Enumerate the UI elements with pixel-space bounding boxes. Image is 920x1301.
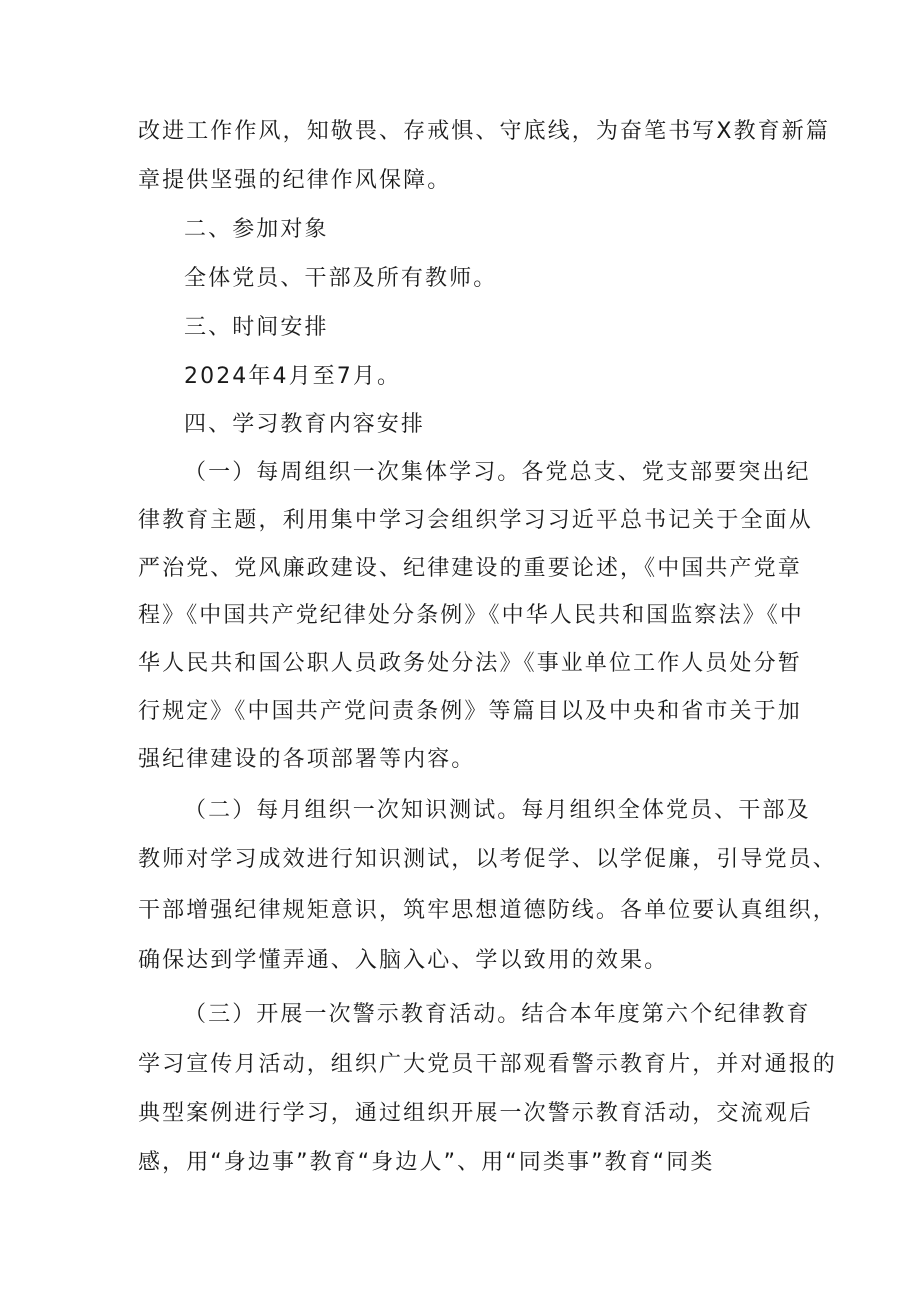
section-heading: 四、学习教育内容安排 [184,412,426,437]
paragraph-line: （三）开展一次警示教育活动。结合本年度第六个纪律教育 [184,1002,811,1027]
paragraph-line: 行规定》《中国共产党问责条例》等篇目以及中央和省市关于加 [138,699,802,724]
paragraph-line: 感，用“身边事”教育“身边人”、用“同类事”教育“同类 [138,1150,715,1175]
paragraph-line: （二）每月组织一次知识测试。每月组织全体党员、干部及 [184,798,811,823]
paragraph-line: 全体党员、干部及所有教师。 [184,266,498,291]
paragraph-line: 教师对学习成效进行知识测试，以考促学、以学促廉，引导党员、 [138,847,837,872]
paragraph-line: 2024年4月至7月。 [184,364,402,389]
section-heading: 三、时间安排 [184,315,329,340]
paragraph-line: 律教育主题，利用集中学习会组织学习习近平总书记关于全面从 [138,508,813,533]
paragraph-line: 典型案例进行学习，通过组织开展一次警示教育活动，交流观后 [138,1101,813,1126]
paragraph-line: 改进工作作风，知敬畏、存戒惧、守底线，为奋笔书写X教育新篇 [138,119,830,144]
paragraph-line: 确保达到学懂弄通、入脑入心、学以致用的效果。 [138,948,669,973]
paragraph-line: 干部增强纪律规矩意识，筑牢思想道德防线。各单位要认真组织， [138,898,837,923]
section-heading: 二、参加对象 [184,217,329,242]
paragraph-line: 强纪律建设的各项部署等内容。 [138,747,476,772]
paragraph-line: 华人民共和国公职人员政务处分法》《事业单位工作人员处分暂 [138,651,802,676]
paragraph-line: 学习宣传月活动，组织广大党员干部观看警示教育片，并对通报的 [138,1052,837,1077]
paragraph-line: （一）每周组织一次集体学习。各党总支、党支部要突出纪 [184,460,811,485]
paragraph-line: 程》《中国共产党纪律处分条例》《中华人民共和国监察法》《中 [138,603,804,628]
paragraph-line: 严治党、党风廉政建设、纪律建设的重要论述，《中国共产党章 [138,556,802,581]
paragraph-line: 章提供坚强的纪律作风保障。 [138,168,452,193]
